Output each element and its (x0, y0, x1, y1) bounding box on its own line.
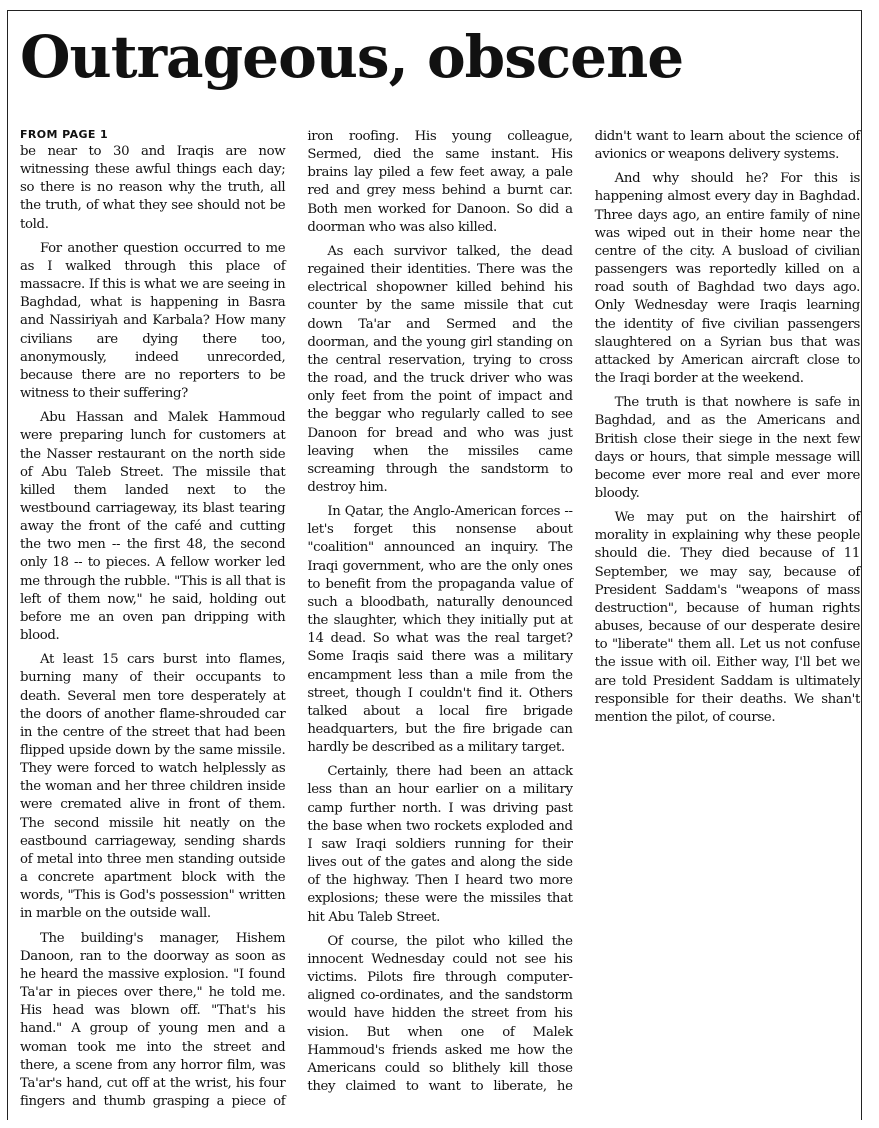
article-paragraph: As each survivor talked, the dead regained their identities. There was the electrical shopowner killed behind his counter by the same missile that cut down Ta'ar and Sermed and the doorman, and the young girl standing on the central reservation, trying to cross the road, and the truck driver who was only feet from the point of impact and the beggar who regularly called to see Danoon for bread and who was just leaving when the missiles came screaming through the sandstorm to destroy him. (307, 243, 573, 495)
article-paragraph: And why should he? For this is happening almost every day in Baghdad. Three days ago, an entire family of nine was wiped out in their home near the centre of the city. A busload of civilian passengers was reportedly killed on a road south of Baghdad two days ago. Only Wednesday were Iraqis learning the identity of five civilian passengers slaughtered on a Syrian bus that was attacked by American aircraft close to the Iraqi border at the weekend. (594, 171, 860, 387)
article-paragraph: Of course, the pilot who killed the innocent Wednesday could not see his victims. Pilots fire through computer-aligned co-ordinates, and the sandstorm would have hidden the street from his vision. But when one of Malek Hammoud's friends asked me how the Americans could so blithely kill those they claimed to want to liberate, he didn't want to learn about the science of avionics or weapons delivery systems. (307, 129, 860, 1094)
article-paragraph: For another question occurred to me as I walked through this place of massacre. If this is what we are seeing in Baghdad, what is happening in Basra and Nassiriyah and Karbala? How many civilians are dying there too, anonymously, indeed unrecorded, because there are no reporters to be witness to their suffering? (20, 240, 286, 402)
article-paragraph: At least 15 cars burst into flames, burning many of their occupants to death. Several men tore desperately at the doors of another flame-shrouded car in the centre of the street that had been flipped upside down by the same missile. They were forced to watch helplessly as the woman and her three children inside were cremated alive in front of them. The second missile hit neatly on the eastbound carriageway, sending shards of metal into three men standing outside a concrete apartment block with the words, "This is God's possession" written in marble on the outside wall. (20, 652, 286, 922)
article-paragraph: In Qatar, the Anglo-American forces -- let's forget this nonsense about "coalition" announced an inquiry. The Iraqi government, who are the only ones to benefit from the propaganda value of such a bloodbath, naturally denounced the slaughter, which they initially put at 14 dead. So what was the real target? Some Iraqis said there was a military encampment less than a mile from the street, though I couldn't find it. Others talked about a local fire brigade headquarters, but the fire brigade can hardly be described as a military target. (307, 504, 573, 756)
jump-label: FROM PAGE 1 (20, 128, 109, 141)
article-paragraph: The truth is that nowhere is safe in Baghdad, and as the Americans and British close their siege in the next few days or hours, that simple message will become ever more real and ever more bloody. (594, 395, 860, 501)
article-paragraph: be near to 30 and Iraqis are now witnessing these awful things each day; so there is no reason why the truth, all the truth, of what they see should not be told. (20, 144, 286, 232)
article-paragraph: Abu Hassan and Malek Hammoud were preparing lunch for customers at the Nasser restaurant on the north side of Abu Taleb Street. The missile that killed them landed next to the westbound carriageway, its blast tearing away the front of the café and cutting the two men -- the first 48, the second only 18 -- to pieces. A fellow worker led me through the rubble. "This is all that is left of them now," he said, holding out before me an oven pan dripping with blood. (20, 410, 286, 644)
article-body (20, 128, 860, 1120)
headline: Outrageous, obscene (20, 23, 684, 91)
article-paragraph: Certainly, there had been an attack less than an hour earlier on a military camp further north. I was driving past the base when two rockets exploded and I saw Iraqi soldiers running for their lives out of the gates and along the side of the highway. Then I heard two more explosions; these were the missiles that hit Abu Taleb Street. (307, 764, 573, 925)
article-paragraph: The building's manager, Hishem Danoon, ran to the doorway as soon as he heard the massive explosion. "I found Ta'ar in pieces over there," he told me. His head was blown off. "That's his hand." A group of young men and a woman took me into the street and there, a scene from any horror film, was Ta'ar's hand, cut off at the wrist, his four fingers and thumb grasping a piece of iron roofing. His young colleague, Sermed, died the same instant. His brains lay piled a few feet away, a pale red and grey mess behind a burnt car. Both men worked for Danoon. So did a doorman who was also killed. (20, 129, 573, 1109)
article-paragraph: We may put on the hairshirt of morality in explaining why these people should die. They died because of 11 September, we may say, because of President Saddam's "weapons of mass destruction", because of human rights abuses, because of our desperate desire to "liberate" them all. Let us not confuse the issue with oil. Either way, I'll bet we are told President Saddam is ultimately responsible for their deaths. We shan't mention the pilot, of course. (594, 510, 860, 725)
